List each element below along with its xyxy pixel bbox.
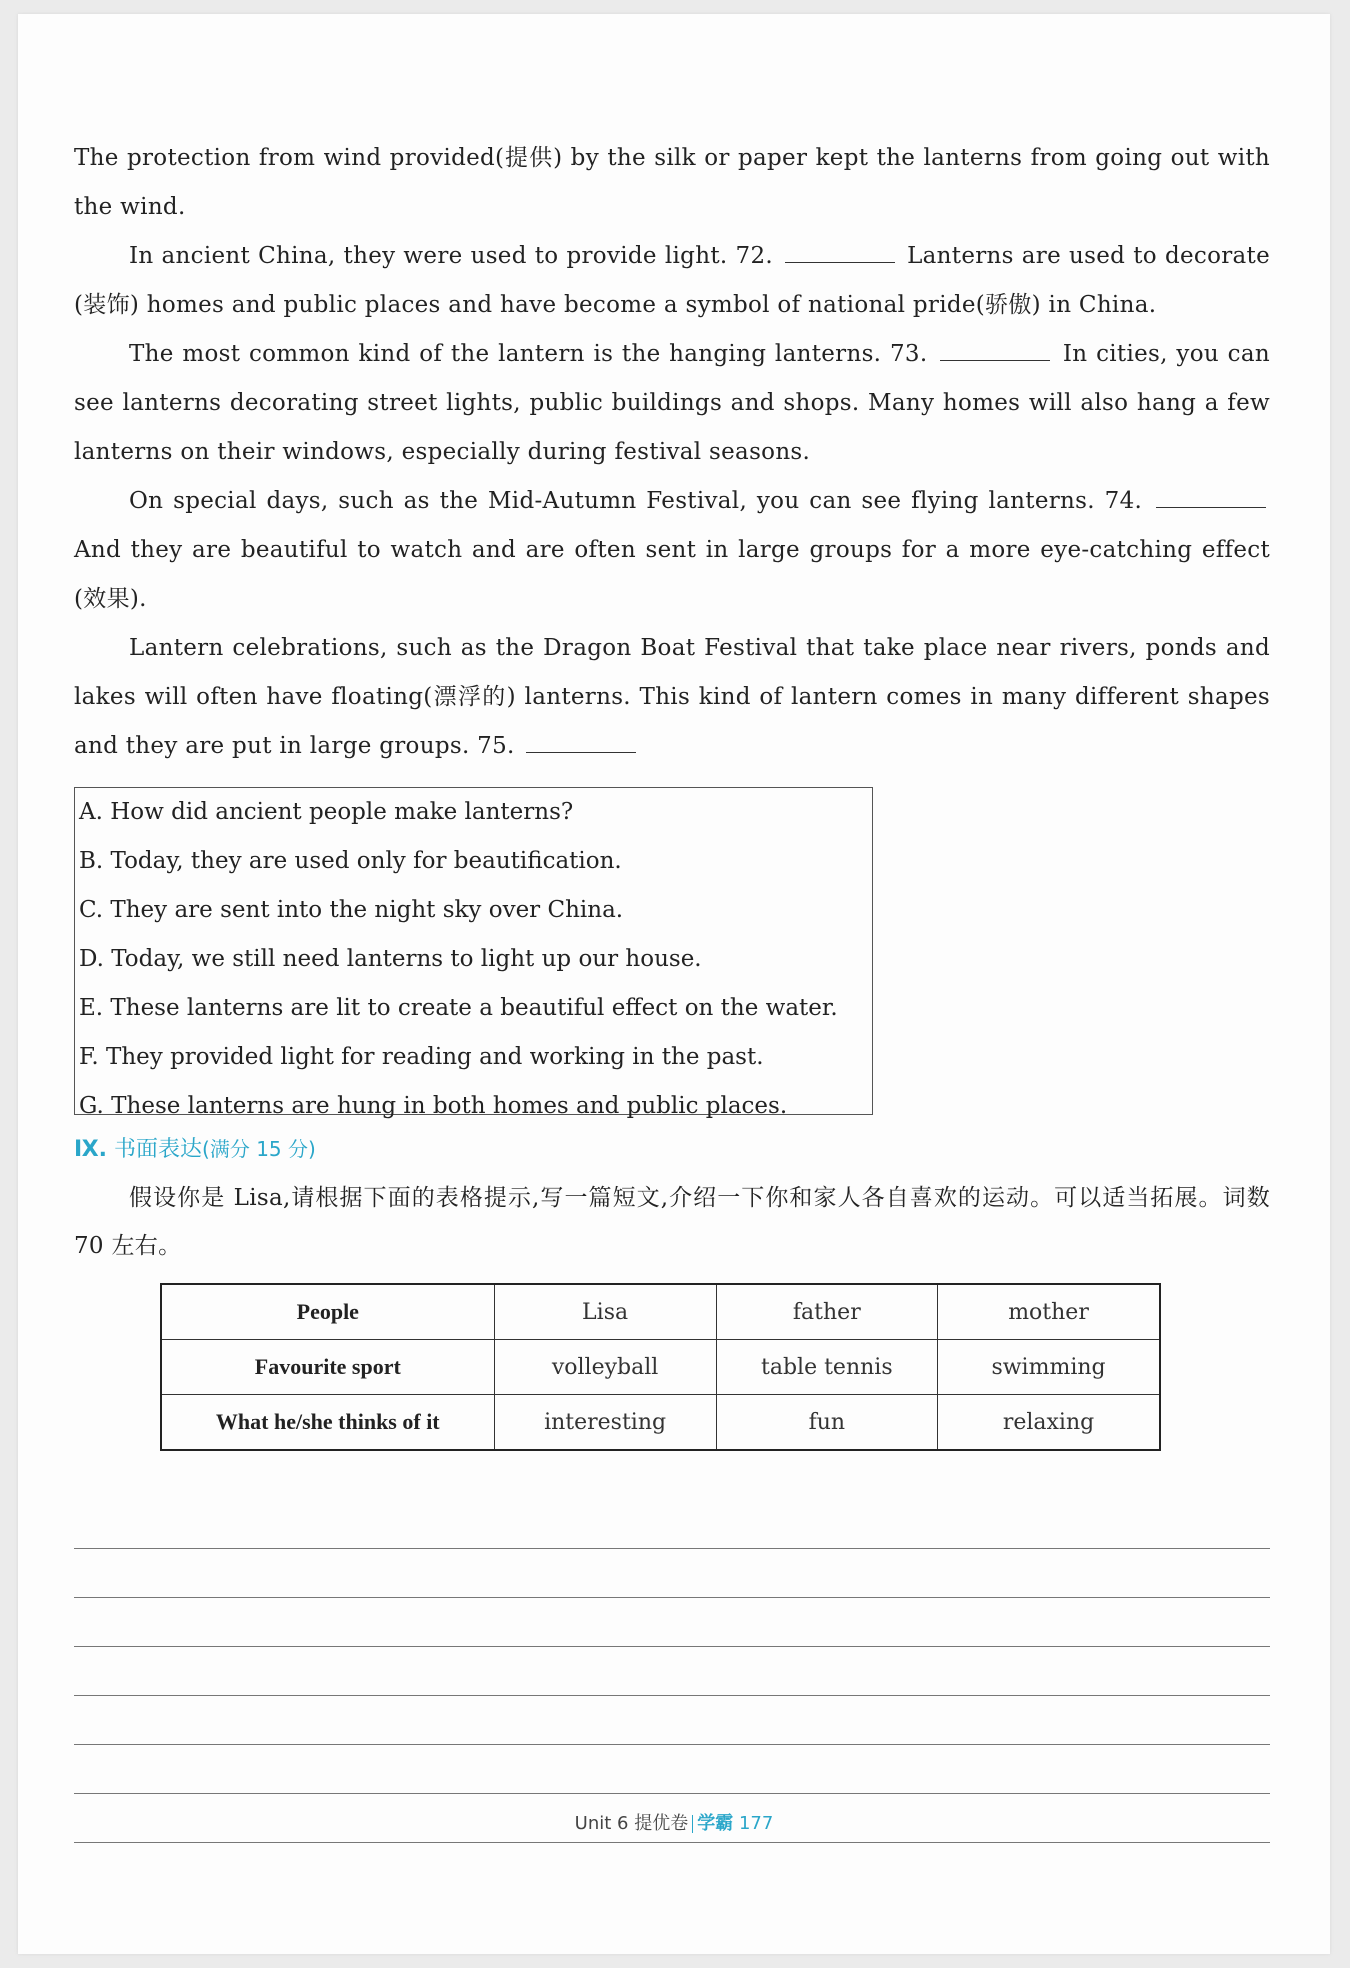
sports-table	[160, 1283, 1161, 1451]
paragraph-4-start: On special days, such as the Mid-Autumn Festival, you can see flying lanterns. 74.	[129, 488, 1143, 514]
table-cell: Lisa	[494, 1284, 716, 1340]
writing-task	[74, 1174, 1270, 1270]
option-f: F. They provided light for reading and working in the past.	[79, 1044, 764, 1070]
table-row	[161, 1340, 1160, 1395]
page-number: 177	[738, 1813, 774, 1834]
footer-brand: 学霸	[697, 1813, 734, 1834]
footer-unit: Unit 6 提优卷	[574, 1813, 689, 1834]
section-score: (满分 15 分)	[202, 1137, 316, 1161]
row-header-people: People	[161, 1284, 494, 1340]
blank-72[interactable]	[785, 238, 895, 263]
paragraph-4-end: And they are beautiful to watch and are often sent in large groups for a more eye-catching effect (效果).	[74, 537, 1270, 612]
paragraph-4	[74, 477, 1270, 624]
table-row	[161, 1284, 1160, 1340]
table-cell: fun	[716, 1395, 937, 1451]
paragraph-3-start: The most common kind of the lantern is the hanging lanterns. 73.	[129, 341, 928, 367]
table-cell: interesting	[494, 1395, 716, 1451]
paragraph-3	[74, 330, 1270, 477]
page-footer	[18, 1809, 1330, 1835]
section-title-text: 书面表达	[114, 1137, 203, 1162]
writing-line[interactable]	[74, 1500, 1270, 1549]
writing-line[interactable]	[74, 1598, 1270, 1647]
blank-73[interactable]	[940, 336, 1050, 361]
writing-line[interactable]	[74, 1745, 1270, 1794]
table-cell: swimming	[938, 1340, 1160, 1395]
paragraph-1: The protection from wind provided(提供) by the silk or paper kept the lanterns from going out with the wind.	[74, 145, 1270, 220]
writing-line[interactable]	[74, 1696, 1270, 1745]
reading-passage	[74, 134, 1270, 771]
option-c: C. They are sent into the night sky over China.	[79, 897, 624, 923]
paragraph-5-text: Lantern celebrations, such as the Dragon Boat Festival that take place near rivers, ponds and lakes will often have floating(漂浮的) lanterns. This kind of lantern comes in many different shapes and they are put in large groups. 75.	[74, 635, 1270, 759]
writing-line[interactable]	[74, 1647, 1270, 1696]
option-g: G. These lanterns are hung in both homes and public places.	[79, 1093, 788, 1119]
table-cell: father	[716, 1284, 937, 1340]
row-header-sport: Favourite sport	[161, 1340, 494, 1395]
writing-line[interactable]	[74, 1549, 1270, 1598]
option-e: E. These lanterns are lit to create a beautiful effect on the water.	[79, 995, 838, 1021]
row-header-opinion: What he/she thinks of it	[161, 1395, 494, 1451]
paragraph-2	[74, 232, 1270, 330]
table-cell: volleyball	[494, 1340, 716, 1395]
blank-74[interactable]	[1156, 483, 1266, 508]
section-number: Ⅸ.	[74, 1137, 108, 1162]
footer-divider	[692, 1815, 693, 1833]
blank-75[interactable]	[526, 728, 636, 753]
section-heading	[74, 1130, 316, 1169]
task-instructions: 假设你是 Lisa,请根据下面的表格提示,写一篇短文,介绍一下你和家人各自喜欢的运动。可以适当拓展。词数 70 左右。	[74, 1185, 1270, 1259]
option-b: B. Today, they are used only for beautification.	[79, 848, 622, 874]
table-cell: mother	[938, 1284, 1160, 1340]
paragraph-5	[74, 624, 1270, 771]
paragraph-2-end: Lanterns are used to decorate (装饰) homes and public places and have become a symbol of national pride(骄傲) in China.	[74, 243, 1270, 318]
table-cell: relaxing	[938, 1395, 1160, 1451]
paragraph-3-end: In cities, you can see lanterns decorating street lights, public buildings and shops. Many homes will also hang a few lanterns on their windows, especially during festival seasons.	[74, 341, 1270, 465]
writing-lines[interactable]	[74, 1500, 1270, 1843]
paragraph-2-start: In ancient China, they were used to provide light. 72.	[129, 243, 773, 269]
option-a: A. How did ancient people make lanterns?	[79, 799, 574, 825]
answer-options-box	[74, 787, 873, 1119]
worksheet-page	[18, 14, 1330, 1954]
option-d: D. Today, we still need lanterns to light up our house.	[79, 946, 702, 972]
table-row	[161, 1395, 1160, 1451]
table-cell: table tennis	[716, 1340, 937, 1395]
